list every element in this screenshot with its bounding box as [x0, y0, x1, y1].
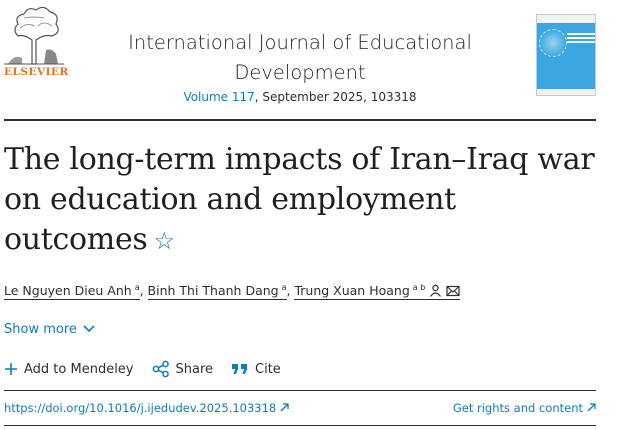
author-list: Le Nguyen Dieu Anh $^a$, Binh Thi Thanh Dang $^a$, Trung Xuan Hoang $^{a b}$	[4, 283, 604, 300]
cover-top-band	[537, 15, 595, 23]
add-to-mendeley-button[interactable]	[4, 362, 134, 377]
cite-button[interactable]	[231, 362, 281, 377]
plus-icon	[4, 362, 18, 376]
author-name: Binh Thi Thanh Dang	[147, 283, 279, 299]
elsevier-logo[interactable]	[4, 4, 69, 88]
rights-text: Get rights and content	[452, 401, 583, 415]
external-link-icon	[280, 401, 289, 415]
article-title-text: The long-term impacts of Iran–Iraq war on education and employment outcomes	[4, 142, 595, 257]
header-divider	[4, 119, 596, 121]
article-title	[4, 140, 604, 261]
cite-label: Cite	[255, 361, 281, 377]
envelope-icon[interactable]	[446, 285, 460, 300]
mendeley-label: Add to Mendeley	[24, 361, 134, 377]
elsevier-tree-icon	[4, 4, 64, 66]
author-link[interactable]	[294, 283, 460, 300]
external-link-icon	[587, 401, 596, 415]
author-link[interactable]	[148, 283, 287, 300]
author-name: Le Nguyen Dieu Anh	[4, 283, 132, 299]
get-rights-link[interactable]	[453, 401, 596, 415]
publisher-name: ELSEVIER	[4, 66, 69, 78]
journal-cover-image[interactable]	[536, 14, 596, 96]
share-button[interactable]	[152, 360, 214, 378]
quote-icon	[231, 362, 249, 376]
person-icon	[429, 284, 442, 300]
chevron-down-icon	[83, 322, 95, 337]
cover-title-lines	[567, 33, 595, 35]
doi-link[interactable]	[4, 401, 289, 415]
doi-text: https://doi.org/10.1016/j.ijedudev.2025.103318	[4, 401, 277, 415]
show-more-label: Show more	[4, 322, 77, 337]
share-label: Share	[175, 361, 214, 377]
issue-details: , September 2025, 103318	[254, 90, 417, 104]
cover-bottom-band	[537, 89, 595, 95]
bottom-divider	[4, 425, 596, 426]
journal-title[interactable]: International Journal of Educational Development	[128, 31, 472, 84]
star-icon[interactable]: ☆	[153, 227, 175, 255]
volume-link[interactable]: Volume 117	[183, 90, 255, 104]
affiliation-marker[interactable]: a b	[412, 283, 426, 292]
journal-issue-info	[100, 90, 500, 104]
author-name: Trung Xuan Hoang	[294, 283, 410, 299]
actions-divider	[4, 390, 596, 391]
cover-emblem	[539, 29, 567, 57]
show-more-toggle[interactable]	[4, 322, 95, 337]
article-actions	[4, 360, 299, 378]
author-link[interactable]	[4, 283, 140, 300]
share-icon	[152, 360, 170, 378]
affiliation-marker[interactable]: a	[134, 283, 140, 292]
affiliation-marker[interactable]: a	[281, 283, 287, 292]
